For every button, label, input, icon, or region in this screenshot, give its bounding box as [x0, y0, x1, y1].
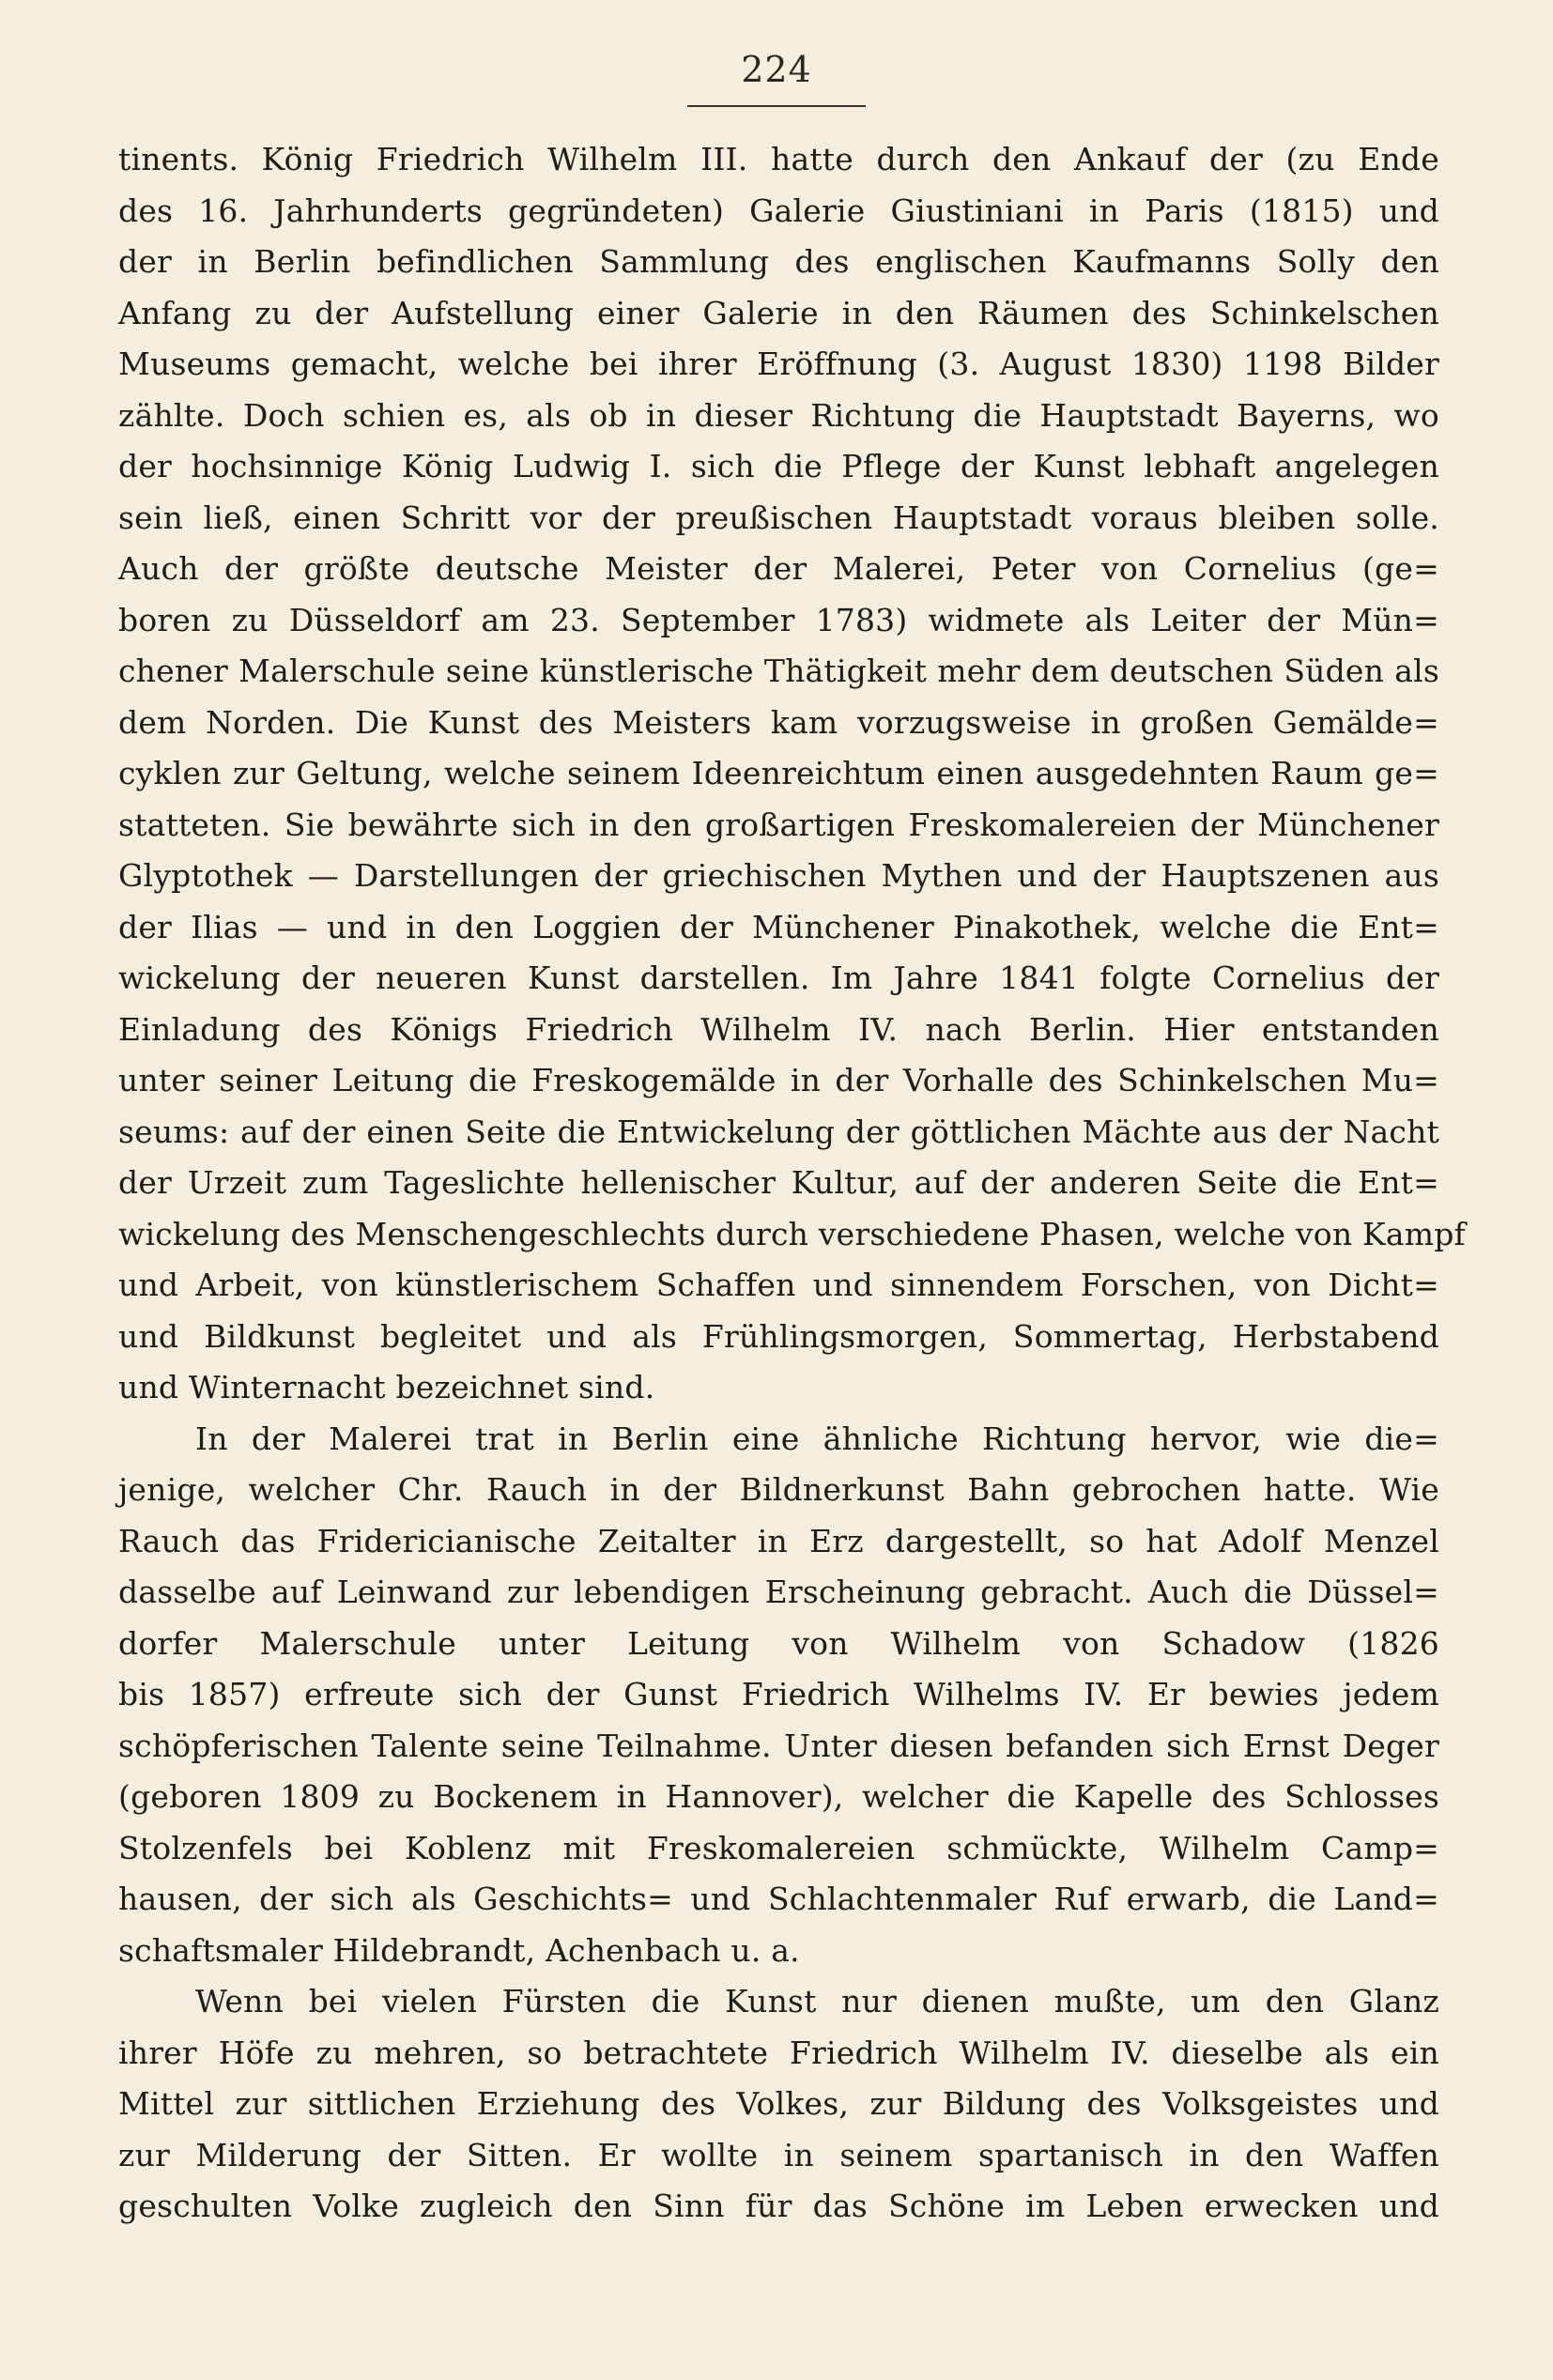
text-line: geschulten Volke zugleich den Sinn für das Schöne im Leben erwecken und: [118, 2188, 1439, 2224]
text-line: der Urzeit zum Tageslichte hellenischer Kultur, auf der anderen Seite die Ent=: [118, 1164, 1439, 1201]
page-number: 224: [741, 49, 812, 90]
text-line: dorfer Malerschule unter Leitung von Wilhelm von Schadow (1826: [118, 1624, 1439, 1662]
header-rule: [687, 105, 866, 107]
text-line: Auch der größte deutsche Meister der Malerei, Peter von Cornelius (ge=: [118, 550, 1439, 587]
text-line: der hochsinnige König Ludwig I. sich die Pflege der Kunst lebhaft angelegen: [118, 448, 1439, 484]
text-line: dem Norden. Die Kunst des Meisters kam vorzugsweise in großen Gemälde=: [118, 703, 1439, 741]
text-line: der Ilias — und in den Loggien der Münchener Pinakothek, welche die Ent=: [118, 908, 1439, 945]
text-line: Stolzenfels bei Koblenz mit Freskomalereien schmückte, Wilhelm Camp=: [118, 1829, 1439, 1866]
text-line: Einladung des Königs Friedrich Wilhelm IV. nach Berlin. Hier entstanden: [118, 1010, 1439, 1048]
text-line: zählte. Doch schien es, als ob in dieser Richtung die Hauptstadt Bayerns, wo: [118, 396, 1439, 434]
text-line: Rauch das Fridericianische Zeitalter in Erz dargestellt, so hat Adolf Menzel: [118, 1522, 1439, 1559]
text-line: chener Malerschule seine künstlerische Thätigkeit mehr dem deutschen Süden als: [118, 653, 1439, 689]
text-line: Glyptothek — Darstellungen der griechischen Mythen und der Hauptszenen aus: [118, 857, 1439, 894]
text-line: Museums gemacht, welche bei ihrer Eröffnung (3. August 1830) 1198 Bilder: [118, 345, 1439, 382]
text-line: ihrer Höfe zu mehren, so betrachtete Friedrich Wilhelm IV. dieselbe als ein: [118, 2034, 1439, 2071]
text-line: cyklen zur Geltung, welche seinem Ideenreichtum einen ausgedehnten Raum ge=: [118, 755, 1439, 791]
text-line: wickelung der neueren Kunst darstellen. Im Jahre 1841 folgte Cornelius der: [118, 960, 1439, 996]
text-line: tinents. König Friedrich Wilhelm III. hatte durch den Ankauf der (zu Ende: [118, 141, 1439, 177]
text-line: seums: auf der einen Seite die Entwickelung der göttlichen Mächte aus der Nacht: [118, 1113, 1439, 1150]
text-line: dasselbe auf Leinwand zur lebendigen Erscheinung gebracht. Auch die Düssel=: [118, 1574, 1439, 1610]
text-line: der in Berlin befindlichen Sammlung des englischen Kaufmanns Solly den: [118, 243, 1439, 280]
text-line: unter seiner Leitung die Freskogemälde in der Vorhalle des Schinkelschen Mu=: [118, 1062, 1439, 1098]
paragraph-first-line: In der Malerei trat in Berlin eine ähnliche Richtung hervor, wie die=: [195, 1420, 1439, 1457]
text-line: Mittel zur sittlichen Erziehung des Volkes, zur Bildung des Volksgeistes und: [118, 2085, 1439, 2122]
paragraph-last-line: schaftsmaler Hildebrandt, Achenbach u. a.: [118, 1931, 800, 1969]
text-line: und Bildkunst begleitet und als Frühlingsmorgen, Sommertag, Herbstabend: [118, 1317, 1439, 1355]
text-line: wickelung des Menschengeschlechts durch verschiedene Phasen, welche von Kampf: [118, 1215, 1466, 1252]
text-line: jenige, welcher Chr. Rauch in der Bildnerkunst Bahn gebrochen hatte. Wie: [118, 1471, 1439, 1508]
text-line: zur Milderung der Sitten. Er wollte in seinem spartanisch in den Waffen: [118, 2136, 1439, 2173]
body-text: [118, 134, 1466, 2233]
paragraph-first-line: Wenn bei vielen Fürsten die Kunst nur dienen mußte, um den Glanz: [195, 1983, 1439, 2019]
text-line: (geboren 1809 zu Bockenem in Hannover), welcher die Kapelle des Schlosses: [118, 1778, 1439, 1815]
text-line: und Arbeit, von künstlerischem Schaffen und sinnendem Forschen, von Dicht=: [118, 1267, 1439, 1303]
text-line: sein ließ, einen Schritt vor der preußischen Hauptstadt voraus bleiben solle.: [118, 499, 1439, 536]
text-line: statteten. Sie bewährte sich in den großartigen Freskomalereien der Münchener: [118, 806, 1439, 843]
text-line: boren zu Düsseldorf am 23. September 1783) widmete als Leiter der Mün=: [118, 601, 1439, 638]
text-line: schöpferischen Talente seine Teilnahme. Unter diesen befanden sich Ernst Deger: [118, 1727, 1439, 1764]
text-line: hausen, der sich als Geschichts= und Schlachtenmaler Ruf erwarb, die Land=: [118, 1881, 1439, 1917]
text-line: Anfang zu der Aufstellung einer Galerie in den Räumen des Schinkelschen: [118, 294, 1439, 331]
text-line: bis 1857) erfreute sich der Gunst Friedrich Wilhelms IV. Er bewies jedem: [118, 1676, 1439, 1712]
paragraph-last-line: und Winternacht bezeichnet sind.: [118, 1369, 655, 1405]
text-line: des 16. Jahrhunderts gegründeten) Galerie Giustiniani in Paris (1815) und: [118, 192, 1439, 229]
